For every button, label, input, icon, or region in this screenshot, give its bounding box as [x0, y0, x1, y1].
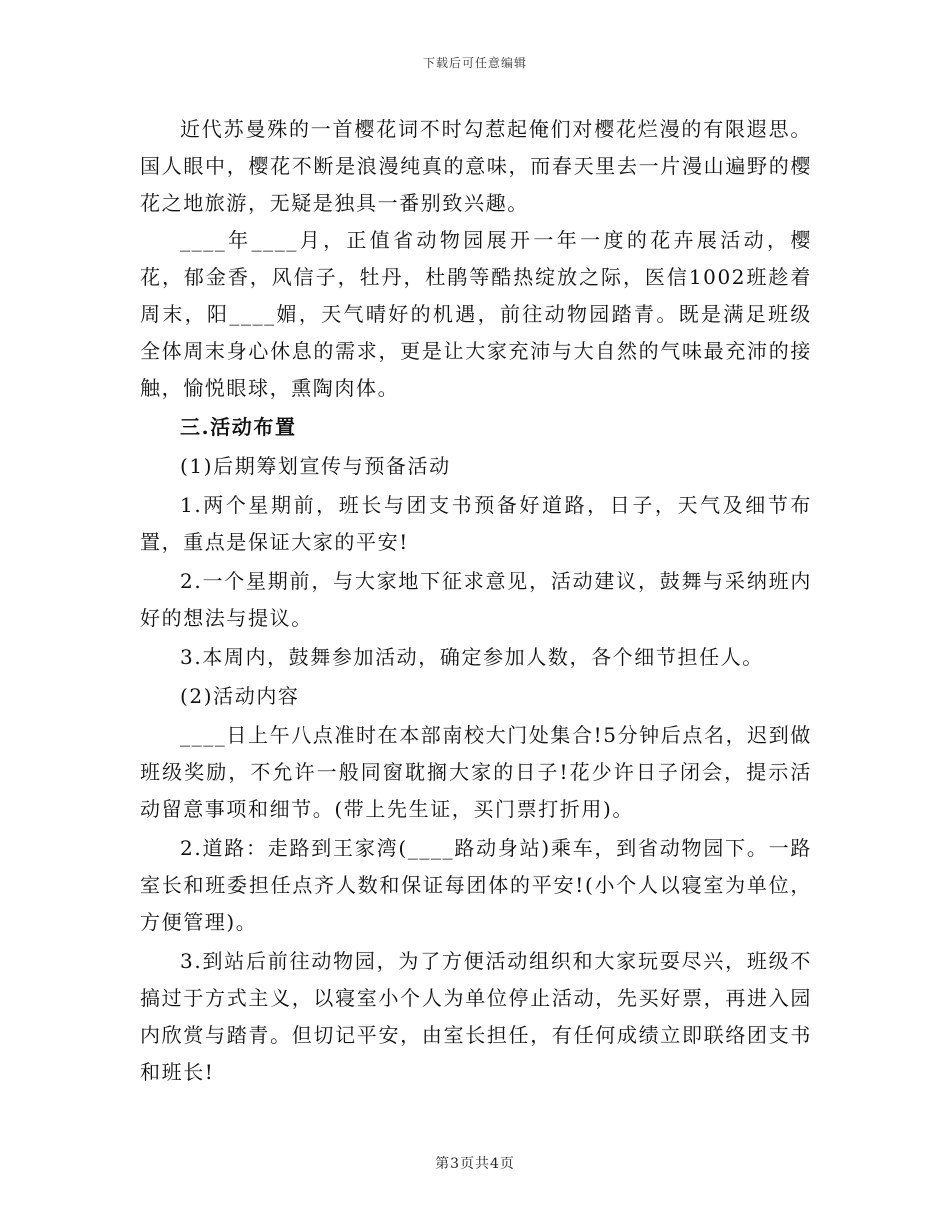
paragraph-background: ____年____月，正值省动物园展开一年一度的花卉展活动，樱花，郁金香，风信子，牡丹，杜鹃等酷热绽放之际，医信1002班趁着周末，阳____媚，天气晴好的机遇，前往动物园踏青。既是满足班级全体周末身心休息的需求，更是让大家充沛与大自然的气味最充沛的接触，愉悦眼球，熏陶肉体。 — [140, 228, 812, 400]
section-heading-arrangement: 三.活动布置 — [180, 415, 297, 439]
list-item-prep-2: 2.一个星期前，与大家地下征求意见，活动建议，鼓舞与采纳班内好的想法与提议。 — [140, 569, 812, 630]
header-note: 下载后可任意编辑 — [422, 56, 527, 70]
subheading-content: (2)活动内容 — [180, 684, 300, 708]
list-item-prep-3: 3.本周内，鼓舞参加活动，确定参加人数，各个细节担任人。 — [180, 645, 764, 669]
list-item-visit: 3.到站后前往动物园，为了方便活动组织和大家玩耍尽兴，班级不搞过于方式主义，以寝室小个人为单位停止活动，先买好票，再进入园内欣赏与踏青。但切记平安，由室长担任，有任何成绩立即联络团支书和班长! — [140, 949, 812, 1084]
list-item-route: 2.道路：走路到王家湾(____路动身站)乘车，到省动物园下。一路室长和班委担任点齐人数和保证每团体的平安!(小个人以寝室为单位，方便管理)。 — [140, 836, 812, 934]
document-body — [140, 111, 812, 1091]
paragraph-intro: 近代苏曼殊的一首樱花词不时勾惹起俺们对樱花烂漫的有限遐思。国人眼中，樱花不断是浪漫纯真的意味，而春天里去一片漫山遍野的樱花之地旅游，无疑是独具一番别致兴趣。 — [140, 117, 812, 215]
subheading-preparation: (1)后期筹划宣传与预备活动 — [180, 454, 451, 478]
paragraph-gathering: ____日上午八点准时在本部南校大门处集合!5分钟后点名，迟到做班级奖励，不允许一般同窗耽搁大家的日子!花少许日子闭会，提示活动留意事项和细节。(带上先生证，买门票打折用)。 — [140, 723, 812, 821]
page-number: 第3页共4页 — [435, 1156, 515, 1172]
list-item-prep-1: 1.两个星期前，班长与团支书预备好道路，日子，天气及细节布置，重点是保证大家的平安! — [140, 493, 812, 554]
